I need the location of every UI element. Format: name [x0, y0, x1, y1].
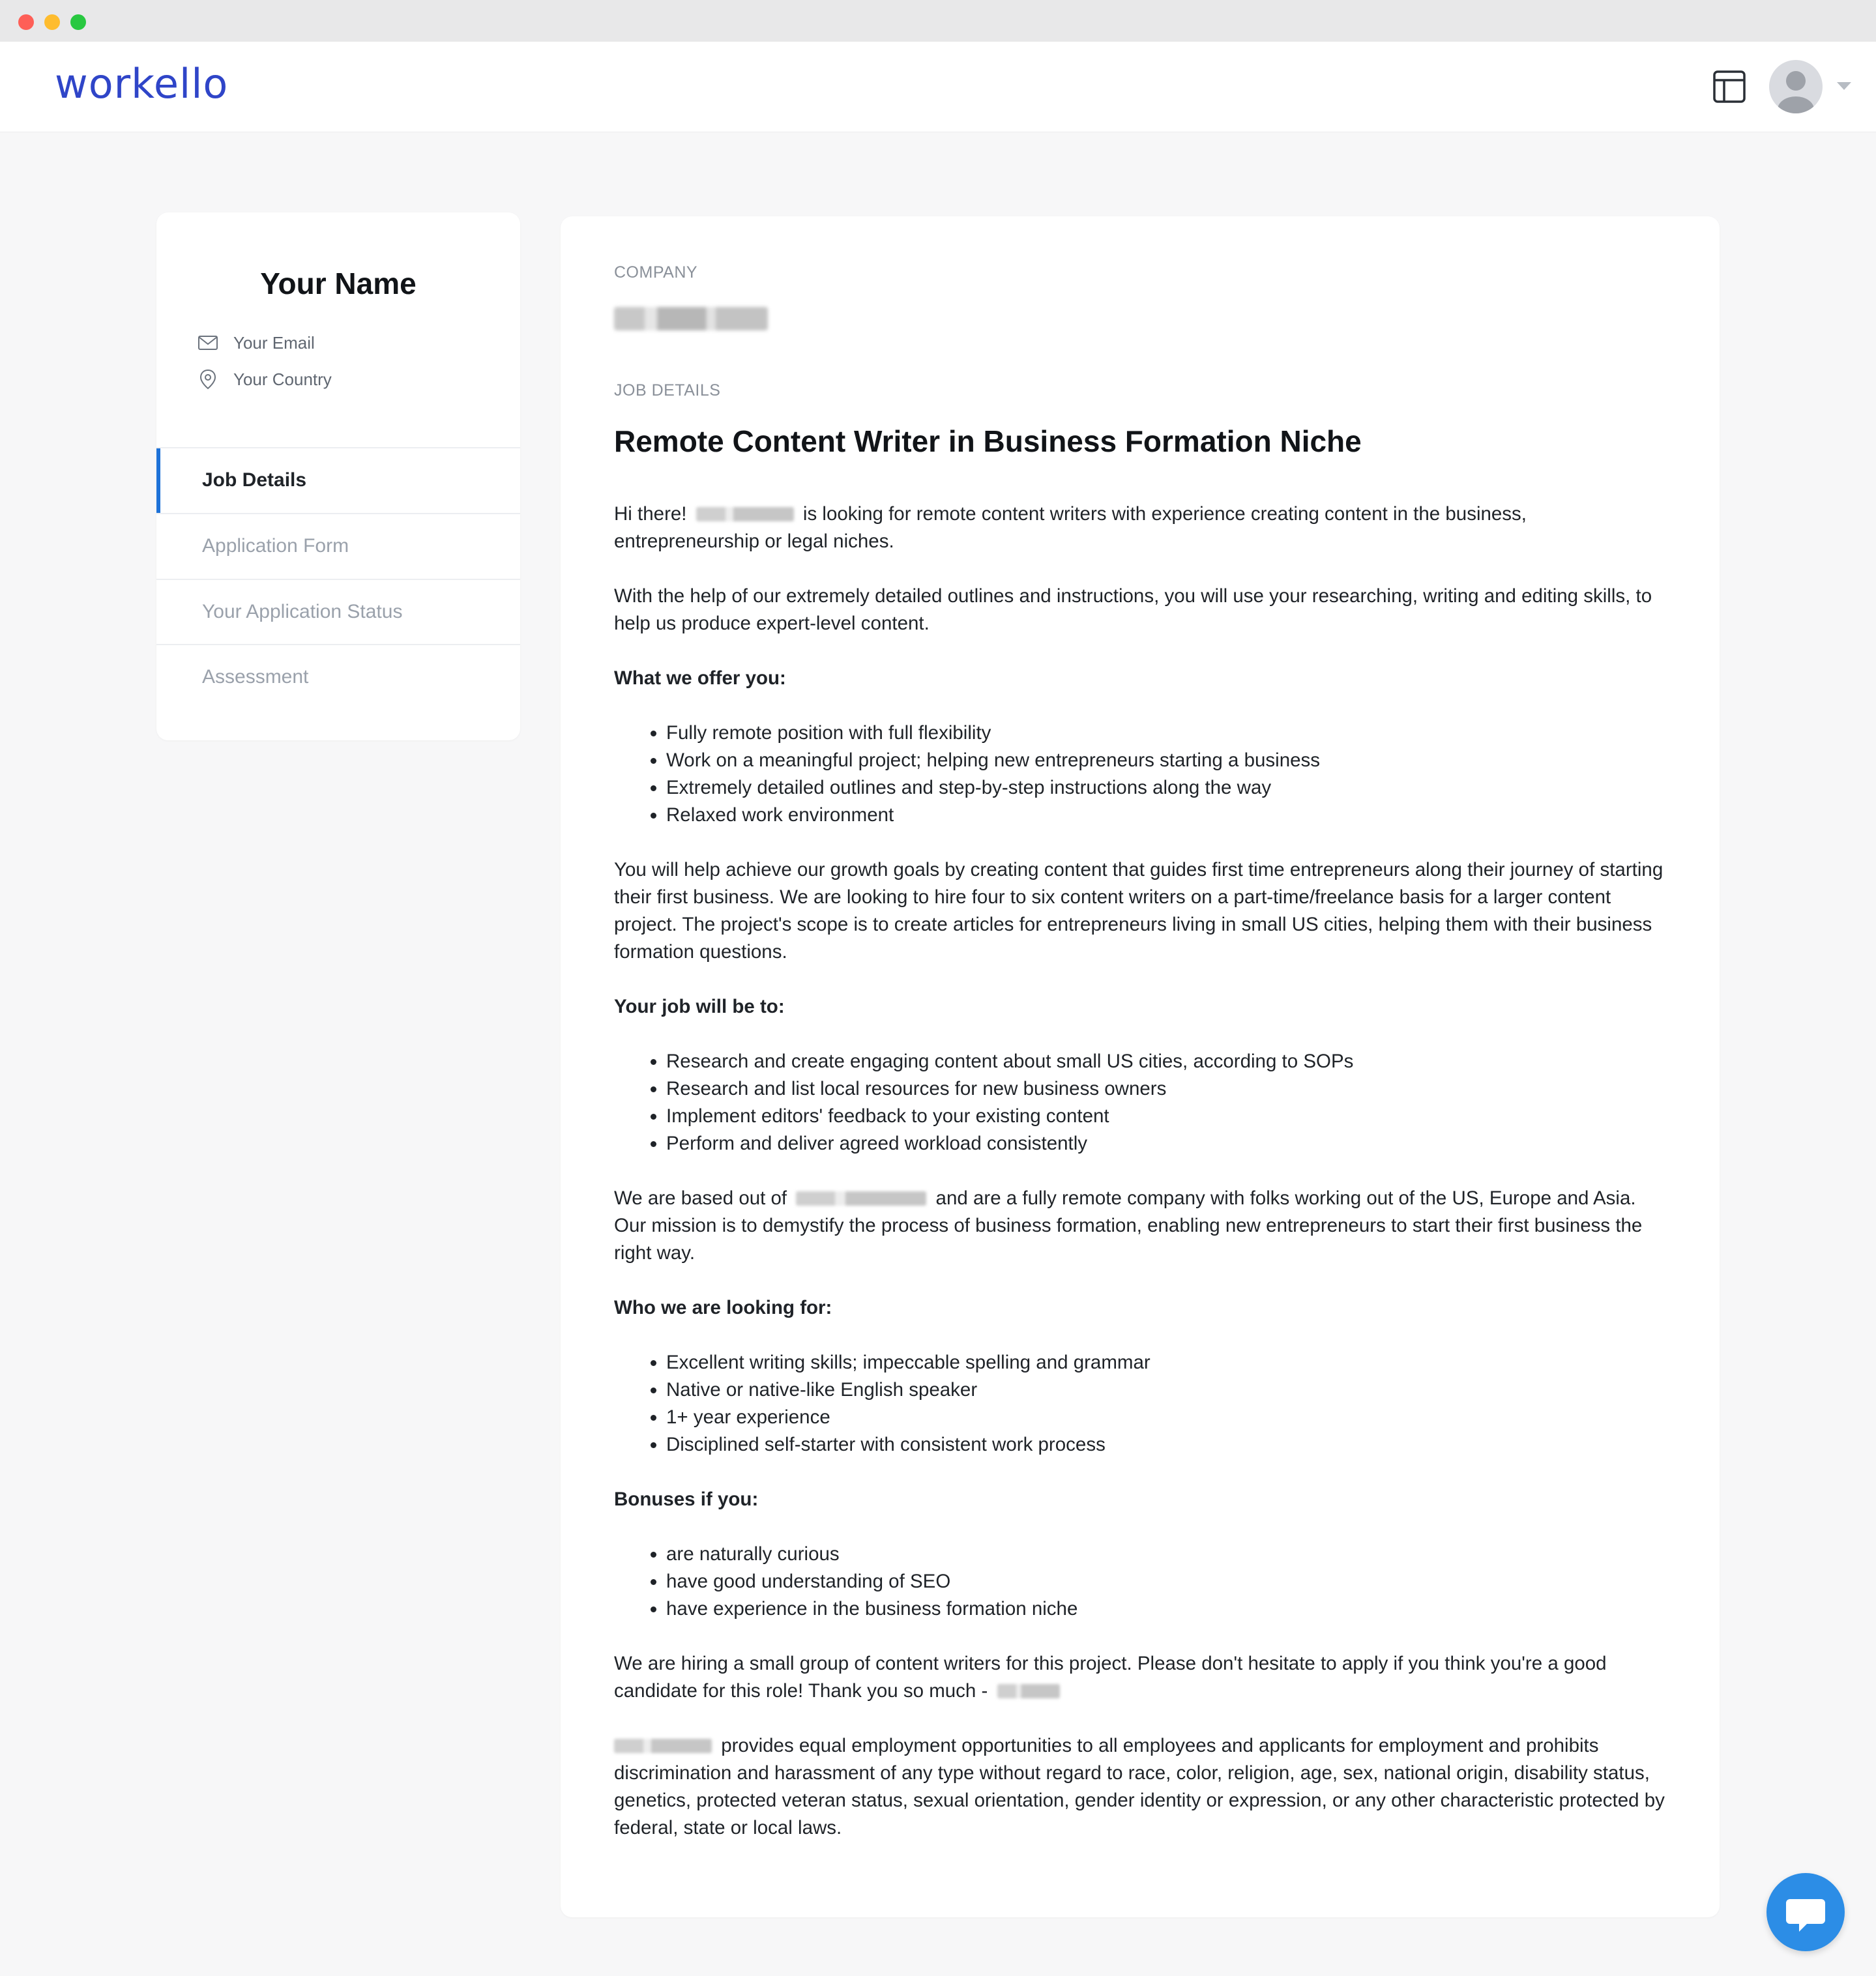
list-item: • have experience in the business formation niche	[666, 1595, 1670, 1623]
sidebar-item-label: Your Application Status	[202, 601, 403, 622]
list-item: • Extremely detailed outlines and step-by-step instructions along the way	[666, 774, 1670, 802]
intro-paragraph	[614, 501, 1670, 555]
job-details-label: JOB DETAILS	[614, 381, 721, 400]
profile-country-row	[197, 368, 332, 391]
user-avatar-icon[interactable]	[1769, 60, 1823, 113]
sidebar-item-label: Application Form	[202, 535, 349, 557]
list-item: • are naturally curious	[666, 1541, 1670, 1568]
list-item: • Perform and deliver agreed workload consistently	[666, 1130, 1670, 1157]
help-paragraph: With the help of our extremely detailed outlines and instructions, you will use your researching, writing and editing skills, to help us produce expert-level content.	[614, 585, 1652, 634]
job-content	[614, 263, 1670, 1842]
window-titlebar	[0, 0, 1876, 42]
job-details-panel	[561, 216, 1720, 1917]
list-item: • Relaxed work environment	[666, 802, 1670, 829]
equal-opportunity-paragraph	[614, 1732, 1670, 1842]
based-text-b: and are a fully remote company with folks working out of the US, Europe and Asia. Our mission is to demystify the process of business formation, enabling new entrepreneurs to start their first business the right way.	[614, 1187, 1643, 1264]
profile-country: Your Country	[233, 369, 332, 389]
redacted-name	[696, 507, 794, 521]
chat-bubble-icon	[1766, 1873, 1845, 1951]
list-item: • Excellent writing skills; impeccable spelling and grammar	[666, 1349, 1670, 1376]
sidebar-item-label: Job Details	[202, 469, 307, 491]
location-pin-icon	[197, 368, 219, 390]
minimize-window-button[interactable]	[44, 14, 60, 30]
chevron-down-icon[interactable]	[1836, 81, 1853, 91]
top-navbar	[0, 42, 1876, 132]
sidebar-item-application-status[interactable]	[156, 579, 520, 644]
redacted-signature	[997, 1684, 1060, 1698]
layout-icon[interactable]	[1712, 69, 1747, 104]
looking-for-heading: Who we are looking for:	[614, 1297, 832, 1318]
profile-name: Your Name	[260, 267, 417, 300]
close-window-button[interactable]	[18, 14, 34, 30]
hiring-text: We are hiring a small group of content writers for this project. Please don't hesitate to apply if you think you're a good candidate for this role! Thank you so much -	[614, 1653, 1607, 1702]
list-item: • have good understanding of SEO	[666, 1568, 1670, 1595]
list-item: • 1+ year experience	[666, 1404, 1670, 1431]
equal-opportunity-text: provides equal employment opportunities to all employees and applicants for employment and prohibits discrimination and harassment of any type without regard to race, color, religion, age, sex, national origin, disability status, genetics, protected veteran status, sexual orientation, gender identity or expression, or any other characteristic protected by federal, state or local laws.	[614, 1735, 1665, 1838]
chat-button[interactable]	[1766, 1873, 1845, 1951]
bonus-list	[614, 1541, 1670, 1623]
list-item: • Disciplined self-starter with consistent work process	[666, 1431, 1670, 1459]
based-paragraph	[614, 1185, 1670, 1267]
workello-logo[interactable]: workello	[55, 60, 229, 108]
looking-for-list	[614, 1349, 1670, 1459]
job-duties-list	[614, 1048, 1670, 1157]
list-item: • Native or native-like English speaker	[666, 1376, 1670, 1404]
list-item: • Research and create engaging content about small US cities, according to SOPs	[666, 1048, 1670, 1075]
offer-list	[614, 719, 1670, 829]
redacted-company	[614, 1739, 712, 1753]
sidebar-item-job-details[interactable]	[156, 447, 520, 512]
bonus-heading: Bonuses if you:	[614, 1489, 759, 1510]
sidebar-item-assessment[interactable]	[156, 644, 520, 709]
profile-sidebar	[156, 212, 520, 740]
profile-email-row	[197, 331, 315, 355]
sidebar-item-application-form[interactable]	[156, 513, 520, 578]
hiring-paragraph	[614, 1650, 1670, 1705]
redacted-location	[796, 1191, 926, 1206]
job-duties-heading: Your job will be to:	[614, 996, 785, 1017]
maximize-window-button[interactable]	[70, 14, 86, 30]
based-text-a: We are based out of	[614, 1187, 787, 1209]
job-title: Remote Content Writer in Business Formation Niche	[614, 424, 1362, 458]
intro-text-b: is looking for remote content writers with experience creating content in the business, entrepreneurship or legal niches.	[614, 503, 1527, 552]
profile-email: Your Email	[233, 332, 315, 353]
list-item: • Work on a meaningful project; helping new entrepreneurs starting a business	[666, 747, 1670, 774]
company-name-redacted	[614, 307, 768, 330]
offer-heading: What we offer you:	[614, 667, 786, 689]
sidebar-item-label: Assessment	[202, 666, 309, 688]
company-label: COMPANY	[614, 263, 698, 282]
growth-paragraph: You will help achieve our growth goals by creating content that guides first time entrepreneurs along their journey of starting their first business. We are looking to hire four to six content writers on a part-time/freelance basis for a larger content project. The project's scope is to create articles for entrepreneurs living in small US cities, helping them with their business formation questions.	[614, 859, 1663, 963]
list-item: • Research and list local resources for new business owners	[666, 1075, 1670, 1103]
list-item: • Fully remote position with full flexibility	[666, 719, 1670, 747]
mail-icon	[197, 332, 219, 354]
list-item: • Implement editors' feedback to your existing content	[666, 1103, 1670, 1130]
intro-text-a: Hi there!	[614, 503, 687, 525]
